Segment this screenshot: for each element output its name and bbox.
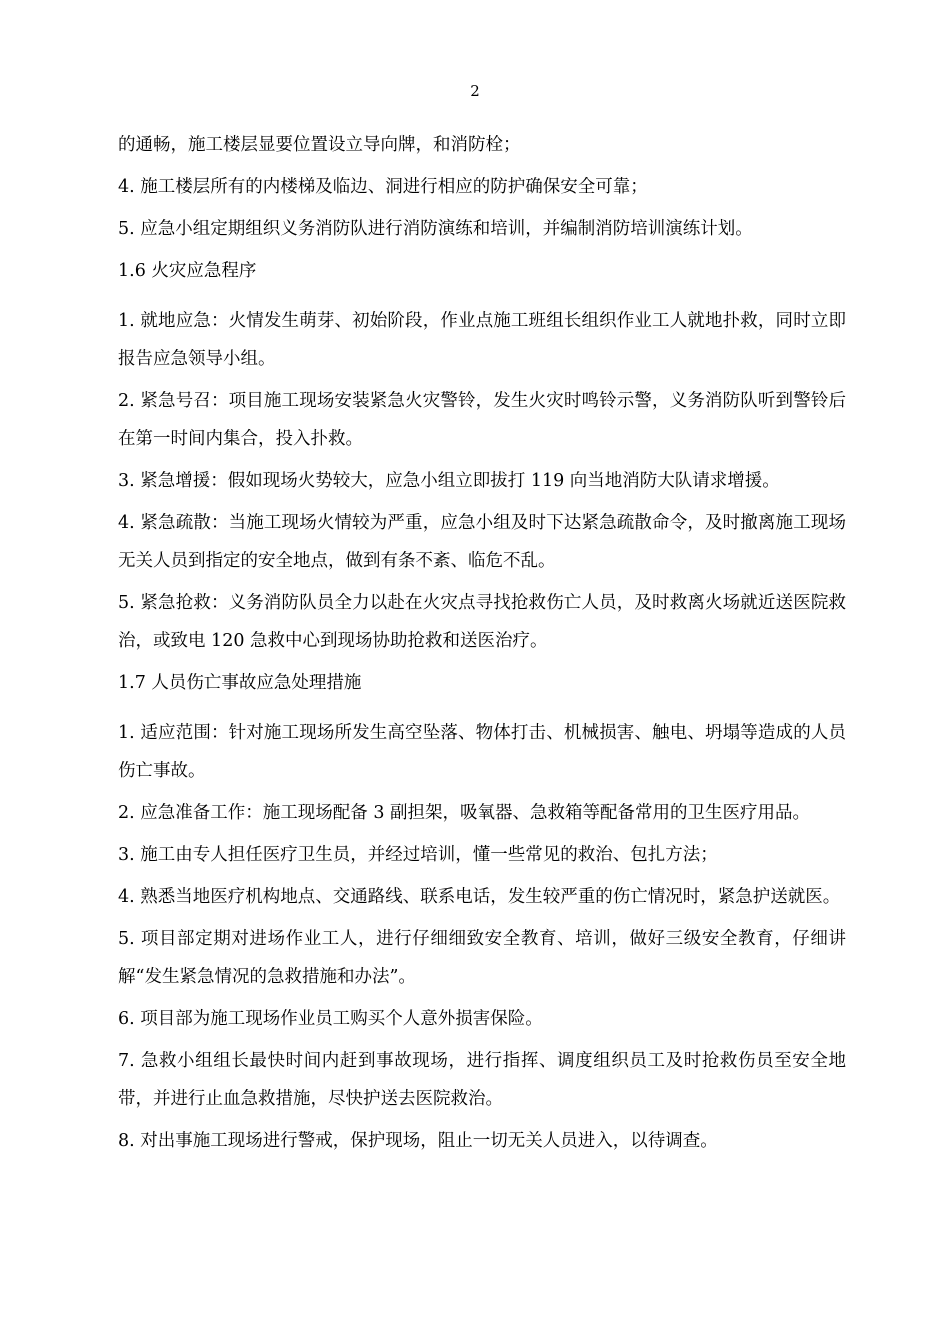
injury-measure-item-7: 7. 急救小组组长最快时间内赶到事故现场，进行指挥、调度组织员工及时抢救伤员至安全地带，并进行止血急救措施，尽快护送去医院救治。: [118, 1051, 846, 1109]
paragraph-continuation: 的通畅，施工楼层显要位置设立导向牌，和消防栓；: [118, 135, 521, 155]
injury-measure-item-3: 3. 施工由专人担任医疗卫生员，并经过培训，懂一些常见的救治、包扎方法；: [118, 845, 718, 865]
section-heading-1-7: 1.7 人员伤亡事故应急处理措施: [118, 673, 362, 693]
page-number: 2: [470, 82, 480, 100]
paragraph-item-4: 4. 施工楼层所有的内楼梯及临边、洞进行相应的防护确保安全可靠；: [118, 177, 648, 197]
fire-procedure-item-4: 4. 紧急疏散：当施工现场火情较为严重，应急小组及时下达紧急疏散命令，及时撤离施工现场无关人员到指定的安全地点，做到有条不紊、临危不乱。: [118, 513, 846, 571]
injury-measure-item-2: 2. 应急准备工作：施工现场配备 3 副担架，吸氧器、急救箱等配备常用的卫生医疗用品。: [118, 803, 811, 823]
section-heading-1-6: 1.6 火灾应急程序: [118, 261, 257, 281]
paragraph-item-5: 5. 应急小组定期组织义务消防队进行消防演练和培训，并编制消防培训演练计划。: [118, 219, 753, 239]
document-body: [118, 126, 846, 1164]
fire-procedure-item-2: 2. 紧急号召：项目施工现场安装紧急火灾警铃，发生火灾时鸣铃示警，义务消防队听到警铃后在第一时间内集合，投入扑救。: [118, 391, 846, 449]
injury-measure-item-6: 6. 项目部为施工现场作业员工购买个人意外损害保险。: [118, 1009, 543, 1029]
injury-measure-item-4: 4. 熟悉当地医疗机构地点、交通路线、联系电话，发生较严重的伤亡情况时，紧急护送就医。: [118, 887, 841, 907]
injury-measure-item-8: 8. 对出事施工现场进行警戒，保护现场，阻止一切无关人员进入，以待调查。: [118, 1131, 718, 1151]
fire-procedure-item-5: 5. 紧急抢救：义务消防队员全力以赴在火灾点寻找抢救伤亡人员，及时救离火场就近送医院救治，或致电 120 急救中心到现场协助抢救和送医治疗。: [118, 593, 846, 651]
injury-measure-item-5: 5. 项目部定期对进场作业工人，进行仔细细致安全教育、培训，做好三级安全教育，仔细讲解“发生紧急情况的急救措施和办法”。: [118, 929, 846, 987]
fire-procedure-item-3: 3. 紧急增援：假如现场火势较大，应急小组立即拔打 119 向当地消防大队请求增援。: [118, 471, 780, 491]
fire-procedure-item-1: 1. 就地应急：火情发生萌芽、初始阶段，作业点施工班组长组织作业工人就地扑救，同时立即报告应急领导小组。: [118, 311, 846, 369]
injury-measure-item-1: 1. 适应范围：针对施工现场所发生高空坠落、物体打击、机械损害、触电、坍塌等造成的人员伤亡事故。: [118, 723, 846, 781]
